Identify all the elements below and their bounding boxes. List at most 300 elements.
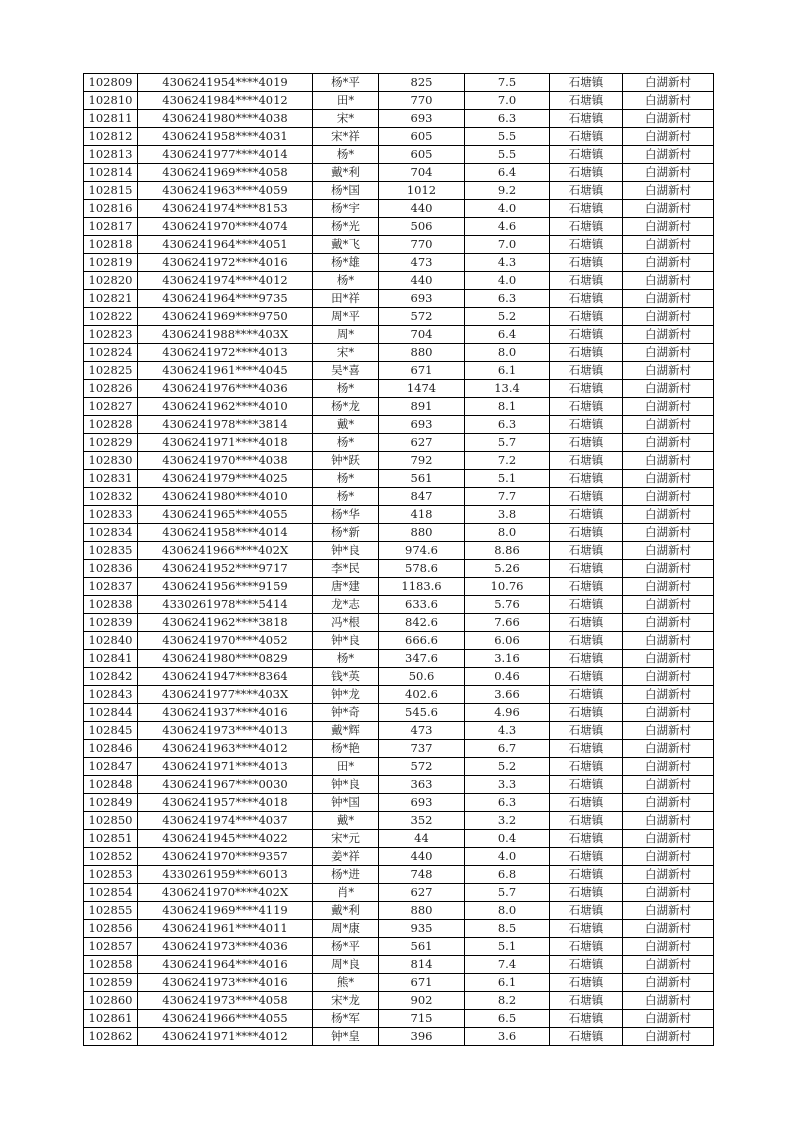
amount-cell: 473: [379, 254, 465, 272]
town-cell: 石塘镇: [550, 110, 623, 128]
amount-cell: 44: [379, 830, 465, 848]
amount-cell: 693: [379, 290, 465, 308]
town-cell: 石塘镇: [550, 848, 623, 866]
record-number-cell: 102844: [84, 704, 138, 722]
amount-cell: 693: [379, 416, 465, 434]
amount-cell: 842.6: [379, 614, 465, 632]
amount-cell: 891: [379, 398, 465, 416]
record-number-cell: 102814: [84, 164, 138, 182]
name-cell: 杨*: [313, 272, 379, 290]
amount-cell: 704: [379, 164, 465, 182]
table-row: [84, 632, 714, 650]
name-cell: 宋*元: [313, 830, 379, 848]
name-cell: 杨*国: [313, 182, 379, 200]
quantity-cell: 7.0: [465, 92, 550, 110]
record-number-cell: 102825: [84, 362, 138, 380]
village-cell: 白湖新村: [623, 380, 714, 398]
id-number-cell: 4330261978****5414: [138, 596, 313, 614]
id-number-cell: 4306241967****0030: [138, 776, 313, 794]
village-cell: 白湖新村: [623, 92, 714, 110]
name-cell: 宋*: [313, 344, 379, 362]
name-cell: 姜*祥: [313, 848, 379, 866]
amount-cell: 605: [379, 146, 465, 164]
table-row: [84, 128, 714, 146]
id-number-cell: 4306241961****4045: [138, 362, 313, 380]
amount-cell: 770: [379, 236, 465, 254]
quantity-cell: 6.1: [465, 362, 550, 380]
id-number-cell: 4306241980****4038: [138, 110, 313, 128]
town-cell: 石塘镇: [550, 632, 623, 650]
id-number-cell: 4306241973****4016: [138, 974, 313, 992]
name-cell: 龙*志: [313, 596, 379, 614]
quantity-cell: 0.46: [465, 668, 550, 686]
quantity-cell: 6.4: [465, 326, 550, 344]
record-number-cell: 102846: [84, 740, 138, 758]
id-number-cell: 4306241970****402X: [138, 884, 313, 902]
town-cell: 石塘镇: [550, 272, 623, 290]
id-number-cell: 4306241984****4012: [138, 92, 313, 110]
table-row: [84, 812, 714, 830]
name-cell: 唐*建: [313, 578, 379, 596]
record-number-cell: 102811: [84, 110, 138, 128]
name-cell: 钟*良: [313, 542, 379, 560]
record-number-cell: 102829: [84, 434, 138, 452]
table-row: [84, 434, 714, 452]
quantity-cell: 5.5: [465, 146, 550, 164]
village-cell: 白湖新村: [623, 794, 714, 812]
name-cell: 冯*根: [313, 614, 379, 632]
quantity-cell: 6.06: [465, 632, 550, 650]
id-number-cell: 4306241969****9750: [138, 308, 313, 326]
id-number-cell: 4306241974****8153: [138, 200, 313, 218]
table-row: [84, 614, 714, 632]
town-cell: 石塘镇: [550, 236, 623, 254]
id-number-cell: 4306241980****4010: [138, 488, 313, 506]
town-cell: 石塘镇: [550, 182, 623, 200]
town-cell: 石塘镇: [550, 380, 623, 398]
id-number-cell: 4306241972****4016: [138, 254, 313, 272]
table-row: [84, 848, 714, 866]
record-number-cell: 102840: [84, 632, 138, 650]
table-row: [84, 416, 714, 434]
village-cell: 白湖新村: [623, 578, 714, 596]
name-cell: 田*: [313, 758, 379, 776]
name-cell: 钟*国: [313, 794, 379, 812]
amount-cell: 572: [379, 758, 465, 776]
record-number-cell: 102823: [84, 326, 138, 344]
amount-cell: 748: [379, 866, 465, 884]
id-number-cell: 4306241958****4031: [138, 128, 313, 146]
amount-cell: 506: [379, 218, 465, 236]
id-number-cell: 4306241971****4013: [138, 758, 313, 776]
amount-cell: 627: [379, 884, 465, 902]
village-cell: 白湖新村: [623, 776, 714, 794]
town-cell: 石塘镇: [550, 200, 623, 218]
village-cell: 白湖新村: [623, 344, 714, 362]
town-cell: 石塘镇: [550, 740, 623, 758]
record-number-cell: 102850: [84, 812, 138, 830]
amount-cell: 440: [379, 848, 465, 866]
record-number-cell: 102848: [84, 776, 138, 794]
id-number-cell: 4306241957****4018: [138, 794, 313, 812]
record-number-cell: 102827: [84, 398, 138, 416]
id-number-cell: 4306241956****9159: [138, 578, 313, 596]
quantity-cell: 4.0: [465, 848, 550, 866]
name-cell: 钟*良: [313, 632, 379, 650]
amount-cell: 737: [379, 740, 465, 758]
name-cell: 杨*: [313, 488, 379, 506]
table-row: [84, 74, 714, 92]
amount-cell: 1474: [379, 380, 465, 398]
village-cell: 白湖新村: [623, 920, 714, 938]
name-cell: 杨*艳: [313, 740, 379, 758]
village-cell: 白湖新村: [623, 452, 714, 470]
name-cell: 周*良: [313, 956, 379, 974]
table-row: [84, 362, 714, 380]
town-cell: 石塘镇: [550, 956, 623, 974]
id-number-cell: 4306241978****3814: [138, 416, 313, 434]
village-cell: 白湖新村: [623, 362, 714, 380]
village-cell: 白湖新村: [623, 128, 714, 146]
quantity-cell: 6.7: [465, 740, 550, 758]
town-cell: 石塘镇: [550, 902, 623, 920]
town-cell: 石塘镇: [550, 398, 623, 416]
name-cell: 杨*: [313, 650, 379, 668]
village-cell: 白湖新村: [623, 866, 714, 884]
id-number-cell: 4306241961****4011: [138, 920, 313, 938]
record-number-cell: 102824: [84, 344, 138, 362]
table-row: [84, 704, 714, 722]
record-number-cell: 102849: [84, 794, 138, 812]
quantity-cell: 10.76: [465, 578, 550, 596]
quantity-cell: 8.2: [465, 992, 550, 1010]
table-row: [84, 758, 714, 776]
amount-cell: 545.6: [379, 704, 465, 722]
village-cell: 白湖新村: [623, 686, 714, 704]
id-number-cell: 4306241945****4022: [138, 830, 313, 848]
amount-cell: 693: [379, 110, 465, 128]
record-number-cell: 102838: [84, 596, 138, 614]
record-number-cell: 102830: [84, 452, 138, 470]
village-cell: 白湖新村: [623, 542, 714, 560]
table-row: [84, 974, 714, 992]
name-cell: 杨*雄: [313, 254, 379, 272]
amount-cell: 352: [379, 812, 465, 830]
quantity-cell: 4.3: [465, 722, 550, 740]
town-cell: 石塘镇: [550, 578, 623, 596]
quantity-cell: 7.66: [465, 614, 550, 632]
id-number-cell: 4306241977****403X: [138, 686, 313, 704]
name-cell: 田*祥: [313, 290, 379, 308]
quantity-cell: 5.2: [465, 758, 550, 776]
table-row: [84, 452, 714, 470]
table-row: [84, 524, 714, 542]
town-cell: 石塘镇: [550, 452, 623, 470]
name-cell: 戴*利: [313, 902, 379, 920]
record-number-cell: 102813: [84, 146, 138, 164]
record-number-cell: 102828: [84, 416, 138, 434]
record-number-cell: 102852: [84, 848, 138, 866]
table-row: [84, 596, 714, 614]
id-number-cell: 4306241963****4012: [138, 740, 313, 758]
village-cell: 白湖新村: [623, 470, 714, 488]
id-number-cell: 4306241962****4010: [138, 398, 313, 416]
amount-cell: 561: [379, 938, 465, 956]
town-cell: 石塘镇: [550, 542, 623, 560]
amount-cell: 902: [379, 992, 465, 1010]
village-cell: 白湖新村: [623, 596, 714, 614]
town-cell: 石塘镇: [550, 794, 623, 812]
town-cell: 石塘镇: [550, 254, 623, 272]
village-cell: 白湖新村: [623, 974, 714, 992]
quantity-cell: 8.0: [465, 524, 550, 542]
name-cell: 周*平: [313, 308, 379, 326]
quantity-cell: 6.3: [465, 290, 550, 308]
amount-cell: 418: [379, 506, 465, 524]
town-cell: 石塘镇: [550, 1010, 623, 1028]
id-number-cell: 4306241970****4038: [138, 452, 313, 470]
village-cell: 白湖新村: [623, 488, 714, 506]
town-cell: 石塘镇: [550, 938, 623, 956]
name-cell: 肖*: [313, 884, 379, 902]
village-cell: 白湖新村: [623, 164, 714, 182]
town-cell: 石塘镇: [550, 668, 623, 686]
quantity-cell: 5.1: [465, 938, 550, 956]
town-cell: 石塘镇: [550, 884, 623, 902]
town-cell: 石塘镇: [550, 506, 623, 524]
quantity-cell: 5.76: [465, 596, 550, 614]
record-number-cell: 102819: [84, 254, 138, 272]
town-cell: 石塘镇: [550, 920, 623, 938]
town-cell: 石塘镇: [550, 650, 623, 668]
name-cell: 田*: [313, 92, 379, 110]
id-number-cell: 4306241970****4074: [138, 218, 313, 236]
quantity-cell: 5.7: [465, 884, 550, 902]
amount-cell: 1183.6: [379, 578, 465, 596]
record-number-cell: 102862: [84, 1028, 138, 1046]
table-row: [84, 218, 714, 236]
record-number-cell: 102842: [84, 668, 138, 686]
quantity-cell: 4.0: [465, 272, 550, 290]
town-cell: 石塘镇: [550, 92, 623, 110]
record-number-cell: 102847: [84, 758, 138, 776]
table-row: [84, 308, 714, 326]
village-cell: 白湖新村: [623, 110, 714, 128]
amount-cell: 605: [379, 128, 465, 146]
id-number-cell: 4306241964****4051: [138, 236, 313, 254]
record-number-cell: 102822: [84, 308, 138, 326]
village-cell: 白湖新村: [623, 704, 714, 722]
table-row: [84, 92, 714, 110]
amount-cell: 440: [379, 200, 465, 218]
amount-cell: 363: [379, 776, 465, 794]
id-number-cell: 4306241988****403X: [138, 326, 313, 344]
quantity-cell: 6.3: [465, 110, 550, 128]
town-cell: 石塘镇: [550, 218, 623, 236]
town-cell: 石塘镇: [550, 830, 623, 848]
table-row: [84, 182, 714, 200]
quantity-cell: 8.86: [465, 542, 550, 560]
amount-cell: 440: [379, 272, 465, 290]
id-number-cell: 4306241976****4036: [138, 380, 313, 398]
table-row: [84, 830, 714, 848]
amount-cell: 671: [379, 362, 465, 380]
amount-cell: 561: [379, 470, 465, 488]
amount-cell: 974.6: [379, 542, 465, 560]
name-cell: 宋*祥: [313, 128, 379, 146]
village-cell: 白湖新村: [623, 740, 714, 758]
quantity-cell: 7.0: [465, 236, 550, 254]
record-number-cell: 102836: [84, 560, 138, 578]
village-cell: 白湖新村: [623, 506, 714, 524]
village-cell: 白湖新村: [623, 560, 714, 578]
id-number-cell: 4306241963****4059: [138, 182, 313, 200]
id-number-cell: 4306241958****4014: [138, 524, 313, 542]
id-number-cell: 4306241972****4013: [138, 344, 313, 362]
amount-cell: 1012: [379, 182, 465, 200]
name-cell: 杨*平: [313, 74, 379, 92]
town-cell: 石塘镇: [550, 974, 623, 992]
record-number-cell: 102858: [84, 956, 138, 974]
town-cell: 石塘镇: [550, 596, 623, 614]
table-row: [84, 794, 714, 812]
table-row: [84, 560, 714, 578]
village-cell: 白湖新村: [623, 254, 714, 272]
quantity-cell: 8.5: [465, 920, 550, 938]
village-cell: 白湖新村: [623, 884, 714, 902]
name-cell: 钟*龙: [313, 686, 379, 704]
village-cell: 白湖新村: [623, 668, 714, 686]
amount-cell: 347.6: [379, 650, 465, 668]
quantity-cell: 8.1: [465, 398, 550, 416]
table-row: [84, 506, 714, 524]
village-cell: 白湖新村: [623, 956, 714, 974]
quantity-cell: 4.0: [465, 200, 550, 218]
table-row: [84, 938, 714, 956]
village-cell: 白湖新村: [623, 524, 714, 542]
amount-cell: 880: [379, 524, 465, 542]
table-row: [84, 776, 714, 794]
quantity-cell: 6.5: [465, 1010, 550, 1028]
id-number-cell: 4306241970****9357: [138, 848, 313, 866]
village-cell: 白湖新村: [623, 74, 714, 92]
name-cell: 杨*进: [313, 866, 379, 884]
quantity-cell: 3.6: [465, 1028, 550, 1046]
town-cell: 石塘镇: [550, 416, 623, 434]
name-cell: 戴*: [313, 812, 379, 830]
name-cell: 戴*: [313, 416, 379, 434]
table-row: [84, 200, 714, 218]
quantity-cell: 5.1: [465, 470, 550, 488]
quantity-cell: 4.6: [465, 218, 550, 236]
record-number-cell: 102854: [84, 884, 138, 902]
record-number-cell: 102826: [84, 380, 138, 398]
village-cell: 白湖新村: [623, 272, 714, 290]
village-cell: 白湖新村: [623, 236, 714, 254]
table-row: [84, 1010, 714, 1028]
name-cell: 钱*英: [313, 668, 379, 686]
record-number-cell: 102809: [84, 74, 138, 92]
record-number-cell: 102817: [84, 218, 138, 236]
town-cell: 石塘镇: [550, 866, 623, 884]
town-cell: 石塘镇: [550, 308, 623, 326]
quantity-cell: 4.96: [465, 704, 550, 722]
quantity-cell: 3.8: [465, 506, 550, 524]
name-cell: 宋*龙: [313, 992, 379, 1010]
name-cell: 杨*: [313, 380, 379, 398]
table-row: [84, 272, 714, 290]
id-number-cell: 4306241980****0829: [138, 650, 313, 668]
town-cell: 石塘镇: [550, 470, 623, 488]
id-number-cell: 4306241966****402X: [138, 542, 313, 560]
town-cell: 石塘镇: [550, 758, 623, 776]
village-cell: 白湖新村: [623, 182, 714, 200]
id-number-cell: 4330261959****6013: [138, 866, 313, 884]
record-number-cell: 102839: [84, 614, 138, 632]
name-cell: 杨*平: [313, 938, 379, 956]
name-cell: 杨*宇: [313, 200, 379, 218]
amount-cell: 935: [379, 920, 465, 938]
table-row: [84, 398, 714, 416]
village-cell: 白湖新村: [623, 722, 714, 740]
village-cell: 白湖新村: [623, 1028, 714, 1046]
id-number-cell: 4306241952****9717: [138, 560, 313, 578]
town-cell: 石塘镇: [550, 290, 623, 308]
amount-cell: 666.6: [379, 632, 465, 650]
table-row: [84, 722, 714, 740]
record-number-cell: 102835: [84, 542, 138, 560]
village-cell: 白湖新村: [623, 1010, 714, 1028]
record-number-cell: 102837: [84, 578, 138, 596]
id-number-cell: 4306241966****4055: [138, 1010, 313, 1028]
name-cell: 周*康: [313, 920, 379, 938]
table-row: [84, 740, 714, 758]
amount-cell: 572: [379, 308, 465, 326]
village-cell: 白湖新村: [623, 416, 714, 434]
amount-cell: 671: [379, 974, 465, 992]
record-number-cell: 102841: [84, 650, 138, 668]
table-row: [84, 992, 714, 1010]
village-cell: 白湖新村: [623, 758, 714, 776]
amount-cell: 770: [379, 92, 465, 110]
quantity-cell: 13.4: [465, 380, 550, 398]
name-cell: 杨*军: [313, 1010, 379, 1028]
records-table: [83, 73, 714, 1046]
record-number-cell: 102855: [84, 902, 138, 920]
quantity-cell: 6.4: [465, 164, 550, 182]
record-number-cell: 102843: [84, 686, 138, 704]
table-row: [84, 326, 714, 344]
table-row: [84, 902, 714, 920]
town-cell: 石塘镇: [550, 74, 623, 92]
name-cell: 钟*奇: [313, 704, 379, 722]
village-cell: 白湖新村: [623, 830, 714, 848]
name-cell: 熊*: [313, 974, 379, 992]
quantity-cell: 6.3: [465, 794, 550, 812]
id-number-cell: 4306241964****9735: [138, 290, 313, 308]
name-cell: 杨*新: [313, 524, 379, 542]
town-cell: 石塘镇: [550, 434, 623, 452]
town-cell: 石塘镇: [550, 812, 623, 830]
town-cell: 石塘镇: [550, 344, 623, 362]
record-number-cell: 102856: [84, 920, 138, 938]
id-number-cell: 4306241969****4119: [138, 902, 313, 920]
quantity-cell: 6.8: [465, 866, 550, 884]
village-cell: 白湖新村: [623, 398, 714, 416]
village-cell: 白湖新村: [623, 632, 714, 650]
amount-cell: 402.6: [379, 686, 465, 704]
amount-cell: 880: [379, 344, 465, 362]
